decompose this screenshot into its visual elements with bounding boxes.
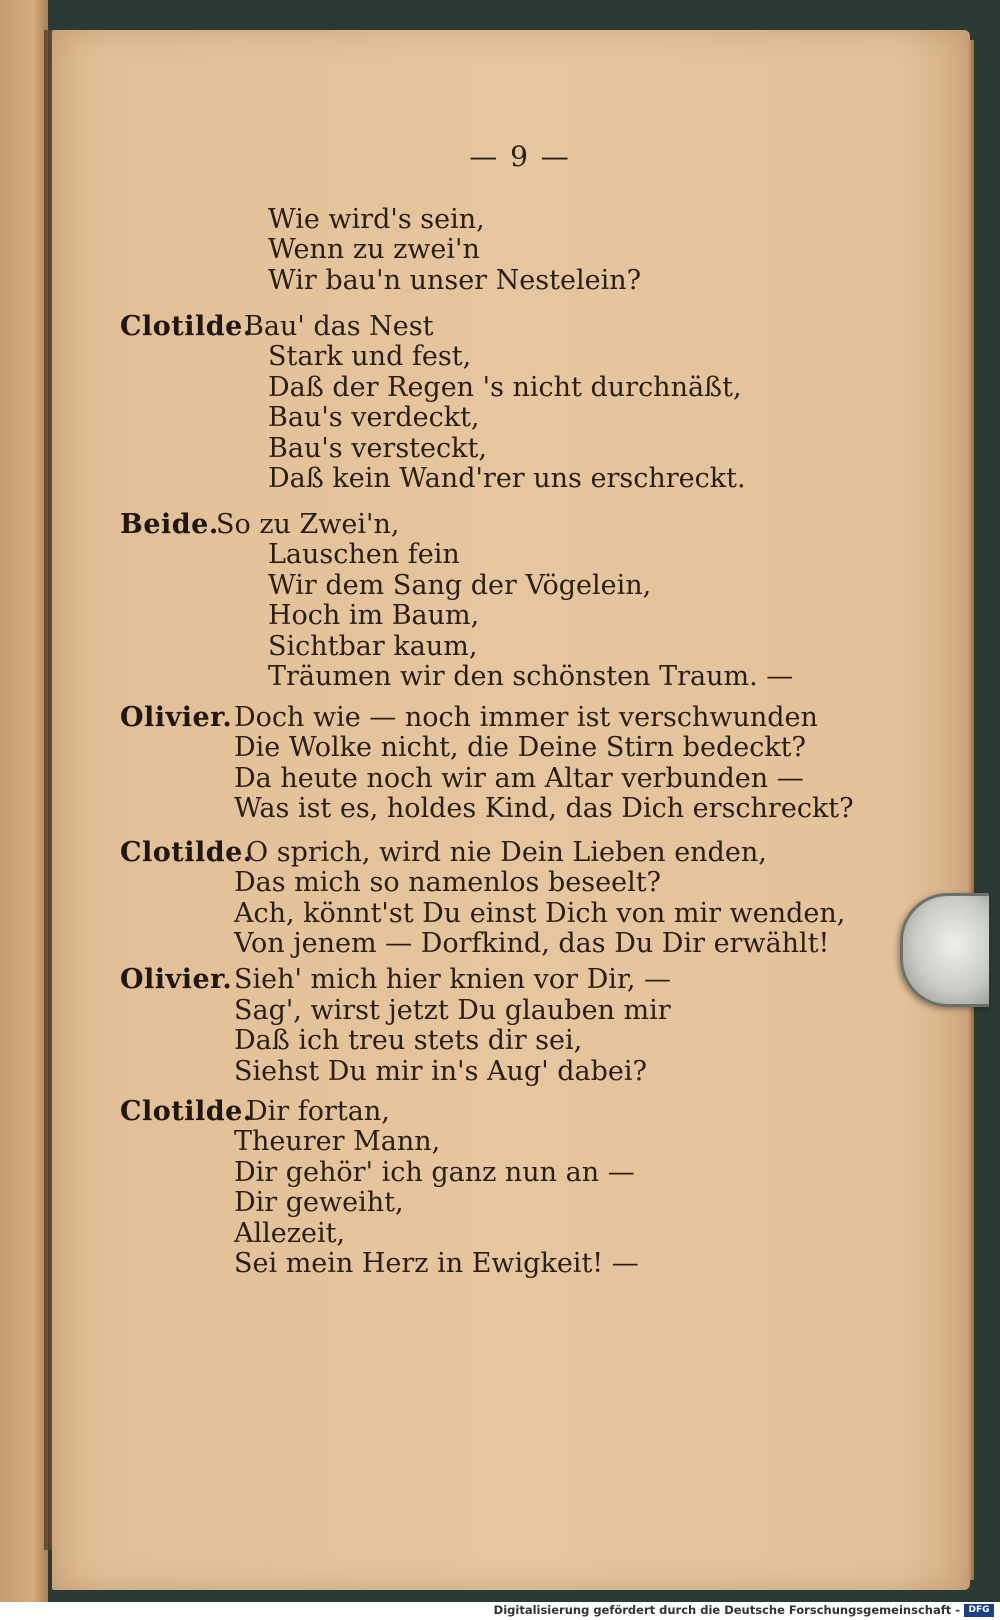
verse-line: Bau's versteckt, xyxy=(268,433,487,464)
speaker-label: Clotilde. xyxy=(120,1096,253,1127)
verse-line: Da heute noch wir am Altar verbunden — xyxy=(234,763,804,794)
verse-line: Ach, könnt'st Du einst Dich von mir wenden, xyxy=(234,898,846,929)
verse-line: Daß kein Wand'rer uns erschreckt. xyxy=(268,463,746,494)
page-number-text: — 9 — xyxy=(469,140,571,173)
verse-line: Daß der Regen 's nicht durchnäßt, xyxy=(268,372,742,403)
verse-line: Theurer Mann, xyxy=(234,1126,441,1157)
verse-line: Siehst Du mir in's Aug' dabei? xyxy=(234,1056,647,1087)
verse-line: Wir bau'n unser Nestelein? xyxy=(268,265,642,296)
verse-line: Hoch im Baum, xyxy=(268,600,480,631)
verse-line: Bau' das Nest xyxy=(244,311,434,342)
verse-line: O sprich, wird nie Dein Lieben enden, xyxy=(246,837,767,868)
speaker-label: Olivier. xyxy=(120,964,233,995)
verse-line: Stark und fest, xyxy=(268,341,472,372)
speaker-label: Beide. xyxy=(120,509,219,540)
verse-line: Sichtbar kaum, xyxy=(268,631,478,662)
dfg-logo: DFG xyxy=(964,1604,994,1617)
verse-line: Das mich so namenlos beseelt? xyxy=(234,867,662,898)
page-edge xyxy=(968,40,974,1580)
verse-line: Von jenem — Dorfkind, das Du Dir erwählt! xyxy=(234,928,830,959)
book-spine xyxy=(44,30,52,1550)
verse-line: Träumen wir den schönsten Traum. — xyxy=(268,661,794,692)
verse-line: Bau's verdeckt, xyxy=(268,402,480,433)
verse-line: Wie wird's sein, xyxy=(268,204,485,235)
speaker-label: Clotilde. xyxy=(120,837,253,868)
verse-line: Sei mein Herz in Ewigkeit! — xyxy=(234,1248,639,1279)
verse-line: Doch wie — noch immer ist verschwunden xyxy=(234,702,818,733)
verse-line: Daß ich treu stets dir sei, xyxy=(234,1025,583,1056)
speaker-label: Olivier. xyxy=(120,702,233,733)
speaker-label: Clotilde. xyxy=(120,311,253,342)
verse-line: Wenn zu zwei'n xyxy=(268,234,480,265)
page-clip xyxy=(900,893,989,1007)
verse-line: Wir dem Sang der Vögelein, xyxy=(268,570,652,601)
funding-credit: Digitalisierung gefördert durch die Deutsche Forschungsgemeinschaft - xyxy=(493,1603,960,1617)
verse-line: Dir geweiht, xyxy=(234,1187,404,1218)
facing-page-edge xyxy=(0,0,48,1602)
verse-line: Sieh' mich hier knien vor Dir, — xyxy=(234,964,672,995)
verse-line: Allezeit, xyxy=(234,1218,346,1249)
verse-line: Lauschen fein xyxy=(268,539,460,570)
verse-line: Die Wolke nicht, die Deine Stirn bedeckt? xyxy=(234,732,807,763)
verse-line: So zu Zwei'n, xyxy=(216,509,400,540)
verse-line: Sag', wirst jetzt Du glauben mir xyxy=(234,995,671,1026)
page-number xyxy=(0,140,1000,173)
verse-line: Dir gehör' ich ganz nun an — xyxy=(234,1157,635,1188)
verse-line: Dir fortan, xyxy=(246,1096,390,1127)
verse-line: Was ist es, holdes Kind, das Dich erschreckt? xyxy=(234,793,854,824)
